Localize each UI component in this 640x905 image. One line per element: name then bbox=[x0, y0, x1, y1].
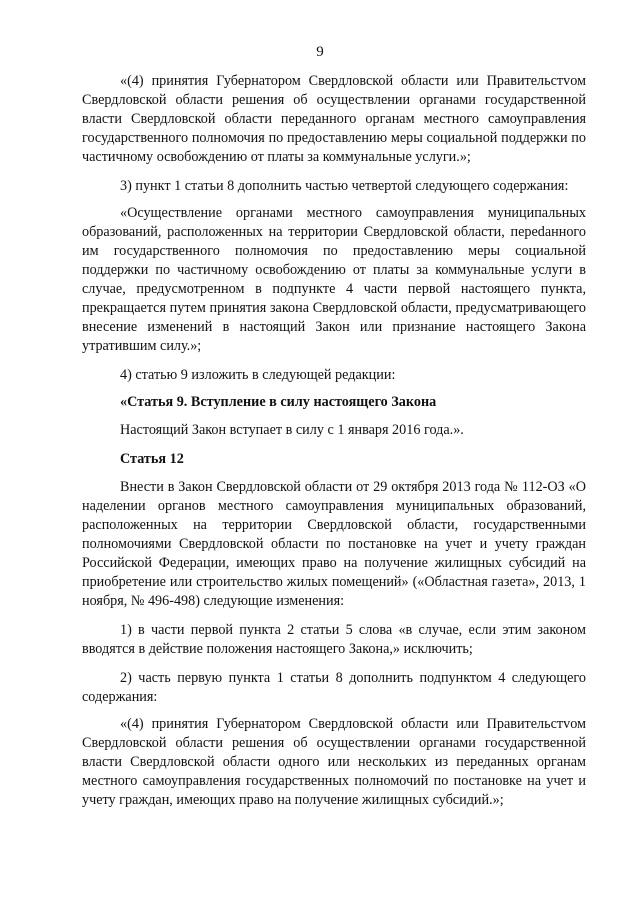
paragraph-amend-article-9: 4) статью 9 изложить в следующей редакции: bbox=[120, 367, 396, 383]
paragraph-governor-decision-utilities: «(4) принятия Губернатором Свердловской области или Правительстvом Свердловской области решения об осуществлении органами государственной власти Свердловской области переданного органам местного самоуправления государственного полномочия по предоставлению меры социальной поддержки по частичному освобождению от платы за коммунальные услуги.»; bbox=[82, 73, 586, 165]
paragraph-article-8-subitem: 2) часть первую пункта 1 статьи 8 дополнить подпунктом 4 следующего содержания: bbox=[82, 670, 586, 705]
paragraph-effective-date: Настоящий Закон вступает в силу с 1 января 2016 года.». bbox=[120, 422, 464, 438]
paragraph-amend-law-112: Внести в Закон Свердловской области от 29 октября 2013 года № 112-ОЗ «О наделении органов местного самоуправления муниципальных образований, расположенных на территории Свердловской области, государственными полномочиями Свердловской области по постановке на учет и учету граждан Российской Федерации, имеющих право на получение жилищных субсидий на приобретение или строительство жилых помещений» («Областная газета», 2013, 1 ноября, № 496-498) следующие изменения: bbox=[82, 479, 586, 609]
paragraph-amend-article-8: 3) пункт 1 статьи 8 дополнить частью четвертой следующего содержания: bbox=[120, 178, 569, 194]
page-number: 9 bbox=[316, 44, 324, 60]
paragraph-article-5-change: 1) в части первой пункта 2 статьи 5 слова «в случае, если этим законом вводятся в действие положения настоящего Закона,» исключить; bbox=[82, 622, 586, 657]
article-9-heading: «Статья 9. Вступление в силу настоящего Закона bbox=[120, 394, 437, 410]
paragraph-governor-decision-housing: «(4) принятия Губернатором Свердловской области или Правительстvом Свердловской области решения об осуществлении органами государственной власти Свердловской области одного или нескольких из переданных органам местного самоуправления государственных полномочий по постановке на учет и учету граждан, имеющих право на получение жилищных субсидий.»; bbox=[82, 716, 586, 808]
paragraph-termination-of-powers: «Осуществление органами местного самоуправления муниципальных образований, расположенных на территории Свердловской области, переdанного им государственного полномочия по предоставлению меры социальной поддержки по частичному освобождению от платы за коммунальные услуги в случае, предусмотренном в подпункте 4 части первой настоящего пункта, прекращается путем принятия закона Свердловской области, предусматривающего внесение изменений в настоящий Закон или признание настоящего Закона утратившим силу.»; bbox=[82, 205, 586, 354]
article-12-heading: Статья 12 bbox=[120, 451, 184, 467]
document-body bbox=[82, 72, 586, 820]
